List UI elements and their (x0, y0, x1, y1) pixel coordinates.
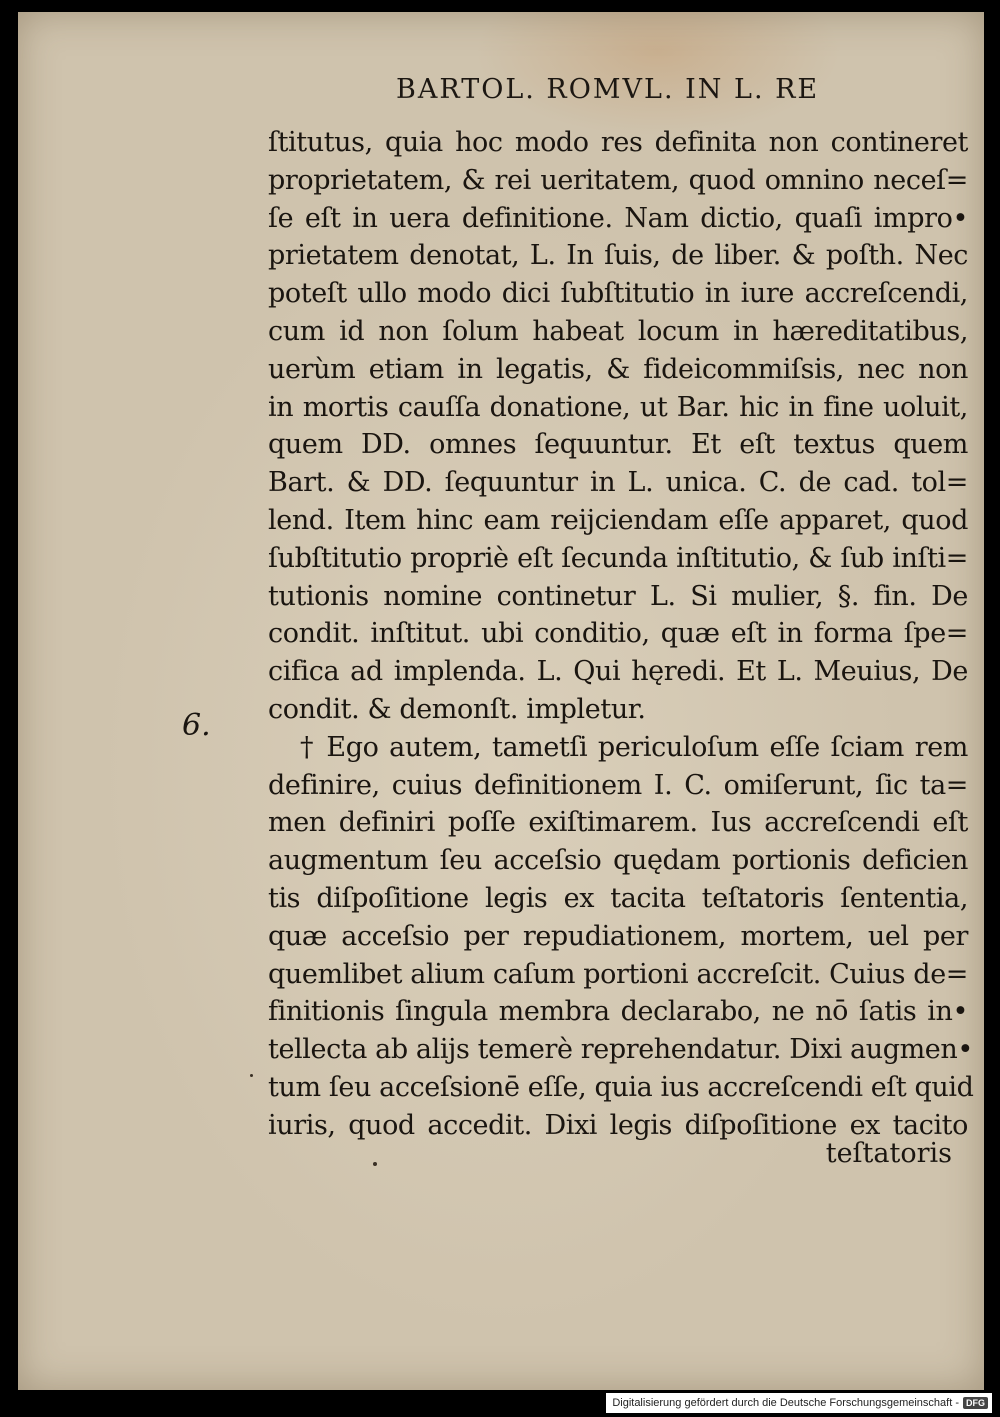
text-line: † Ego autem, tametſi periculoſum eſſe ſciam rem (300, 731, 968, 763)
ink-speck (250, 1074, 253, 1077)
text-line: tis diſpoſitione legis ex tacita teſtatoris ſententia, (268, 882, 968, 914)
text-line: ſtitutus, quia hoc modo res definita non contineret (268, 127, 968, 158)
text-line: quem DD. omnes ſequuntur. Et eſt textus quem (268, 429, 968, 461)
digitization-footer (606, 1393, 992, 1413)
ink-speck (373, 1162, 377, 1166)
text-line: quæ acceſsio per repudiationem, mortem, uel per (268, 920, 968, 952)
text-line: proprietatem, & rei ueritatem, quod omnino neceſ= (268, 164, 968, 196)
text-line: poteſt ullo modo dici ſubſtitutio in iure accreſcendi, (268, 278, 968, 310)
text-line: in mortis cauſſa donatione, ut Bar. hic in fine uoluit, (268, 391, 968, 423)
text-line: ſe eſt in uera definitione. Nam dictio, quaſi impro• (268, 202, 968, 234)
text-line: lend. Item hinc eam reijciendam eſſe apparet, quod (268, 504, 968, 536)
margin-number: 6. (182, 708, 211, 743)
book-page (18, 12, 984, 1390)
catchword: teſtatoris (825, 1138, 952, 1169)
text-line: iuris, quod accedit. Dixi legis diſpoſitione ex tacito (268, 1109, 968, 1141)
text-line: condit. inſtitut. ubi conditio, quæ eſt in forma ſpe= (268, 618, 968, 650)
text-line: tutionis nomine continetur L. Si mulier, §. fin. De (268, 580, 968, 612)
text-line: cifica ad implenda. L. Qui hęredi. Et L. Meuius, De (268, 656, 968, 688)
running-head: BARTOL. ROMVL. IN L. RE (396, 74, 820, 105)
text-line: Bart. & DD. ſequuntur in L. unica. C. de cad. tol= (268, 467, 968, 499)
footer-text: Digitalisierung gefördert durch die Deutsche Forschungsgemeinschaft - (612, 1397, 959, 1409)
text-line: men definiri poſſe exiſtimarem. Ius accreſcendi eſt (268, 807, 968, 839)
text-line: tellecta ab alijs temerè reprehendatur. Dixi augmen• (268, 1034, 973, 1066)
text-line: finitionis ſingula membra declarabo, ne nō ſatis in• (268, 996, 968, 1028)
text-line: prietatem denotat, L. In ſuis, de liber. & poſth. Nec (268, 240, 968, 272)
body-text (268, 124, 974, 1145)
text-line: ſubſtitutio propriè eſt ſecunda inſtitutio, & ſub inſti= (268, 542, 968, 574)
text-line: quemlibet alium caſum portioni accreſcit. Cuius de= (268, 958, 968, 990)
text-line: condit. & demonſt. impletur. (268, 693, 646, 725)
text-line: definire, cuius definitionem I. C. omiſerunt, ſic ta= (268, 769, 968, 801)
dfg-logo-icon: DFG (963, 1397, 988, 1409)
text-line: augmentum ſeu acceſsio quędam portionis deficien (268, 845, 968, 877)
text-line: tum ſeu acceſsionē eſſe, quia ius accreſcendi eſt quid (268, 1071, 974, 1103)
text-line: cum id non ſolum habeat locum in hæreditatibus, (268, 315, 968, 347)
text-line: uerùm etiam in legatis, & fideicommiſsis, nec non (268, 353, 968, 385)
